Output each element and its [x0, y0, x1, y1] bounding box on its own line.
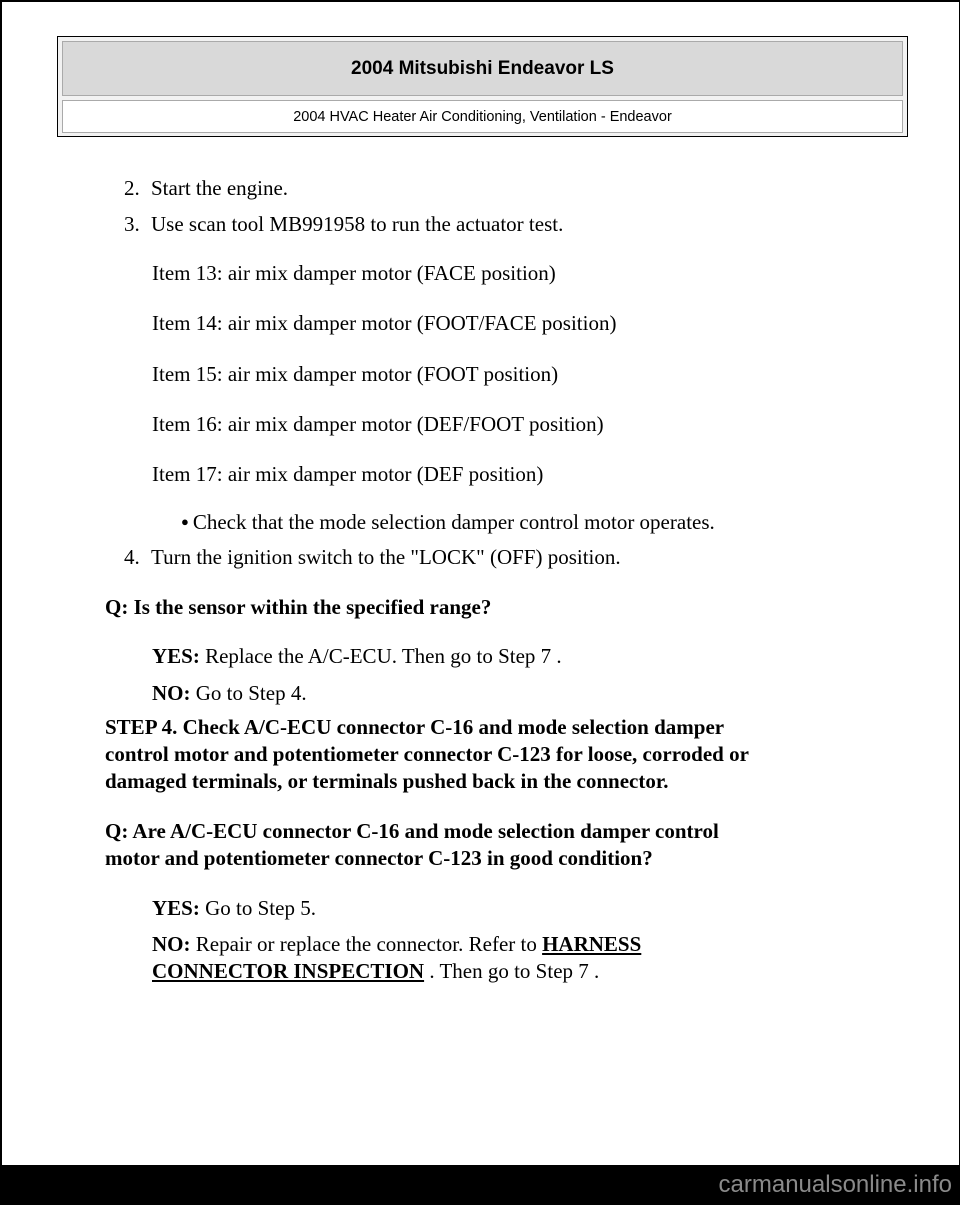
step-text: Start the engine.	[151, 176, 289, 200]
step-heading-line-1: STEP 4. Check A/C-ECU connector C-16 and mode selection damper	[105, 715, 725, 739]
harness-link-part-1[interactable]: HARNESS	[542, 932, 642, 956]
after-link-text: . Then go to Step 7 .	[424, 959, 600, 983]
harness-connector-inspection-link[interactable]: CONNECTOR INSPECTION	[152, 959, 425, 983]
no-label: NO:	[152, 932, 191, 956]
bullet-text: Check that the mode selection damper control motor operates.	[192, 510, 715, 534]
actuator-item-14: Item 14: air mix damper motor (FOOT/FACE position)	[152, 311, 617, 335]
step-number: 3.	[124, 212, 140, 236]
step-number: 4.	[124, 545, 140, 569]
step-number: 2.	[124, 176, 140, 200]
question-2-line-1: Q: Are A/C-ECU connector C-16 and mode selection damper control	[105, 819, 719, 843]
actuator-item-16: Item 16: air mix damper motor (DEF/FOOT position)	[152, 412, 604, 436]
yes-label: YES:	[152, 896, 200, 920]
page-border-top	[0, 0, 960, 2]
step-heading-line-2: control motor and potentiometer connector C-123 for loose, corroded or	[105, 742, 749, 766]
no-label: NO:	[152, 681, 191, 705]
step-3	[124, 211, 563, 237]
answer-no-2-continued	[152, 958, 599, 984]
actuator-item-15: Item 15: air mix damper motor (FOOT position)	[152, 362, 559, 386]
footer-band	[0, 1165, 960, 1205]
question-2-line-2: motor and potentiometer connector C-123 in good condition?	[105, 846, 653, 870]
bullet-icon: ●	[181, 514, 189, 529]
answer-yes-1	[152, 643, 562, 669]
no-text: Repair or replace the connector. Refer to	[190, 932, 543, 956]
question-1: Q: Is the sensor within the specified range?	[105, 595, 492, 619]
step-text: Use scan tool MB991958 to run the actuator test.	[151, 212, 564, 236]
yes-text: Go to Step 5.	[199, 896, 316, 920]
step-4	[124, 544, 621, 570]
no-text: Go to Step 4.	[190, 681, 307, 705]
header-subtitle: 2004 HVAC Heater Air Conditioning, Ventilation - Endeavor	[62, 100, 903, 133]
yes-text: Replace the A/C-ECU. Then go to Step 7 .	[199, 644, 562, 668]
bullet-item	[181, 509, 715, 535]
answer-yes-2	[152, 895, 316, 921]
step-heading-line-3: damaged terminals, or terminals pushed back in the connector.	[105, 769, 669, 793]
step-2	[124, 175, 288, 201]
document-header	[57, 36, 908, 137]
actuator-item-17: Item 17: air mix damper motor (DEF position)	[152, 462, 544, 486]
yes-label: YES:	[152, 644, 200, 668]
page-border-left	[0, 0, 2, 1165]
actuator-item-13: Item 13: air mix damper motor (FACE position)	[152, 261, 556, 285]
step-text: Turn the ignition switch to the "LOCK" (OFF) position.	[151, 545, 621, 569]
answer-no-2	[152, 931, 641, 957]
header-title: 2004 Mitsubishi Endeavor LS	[62, 41, 903, 96]
watermark-text: carmanualsonline.info	[718, 1171, 952, 1198]
answer-no-1	[152, 680, 307, 706]
